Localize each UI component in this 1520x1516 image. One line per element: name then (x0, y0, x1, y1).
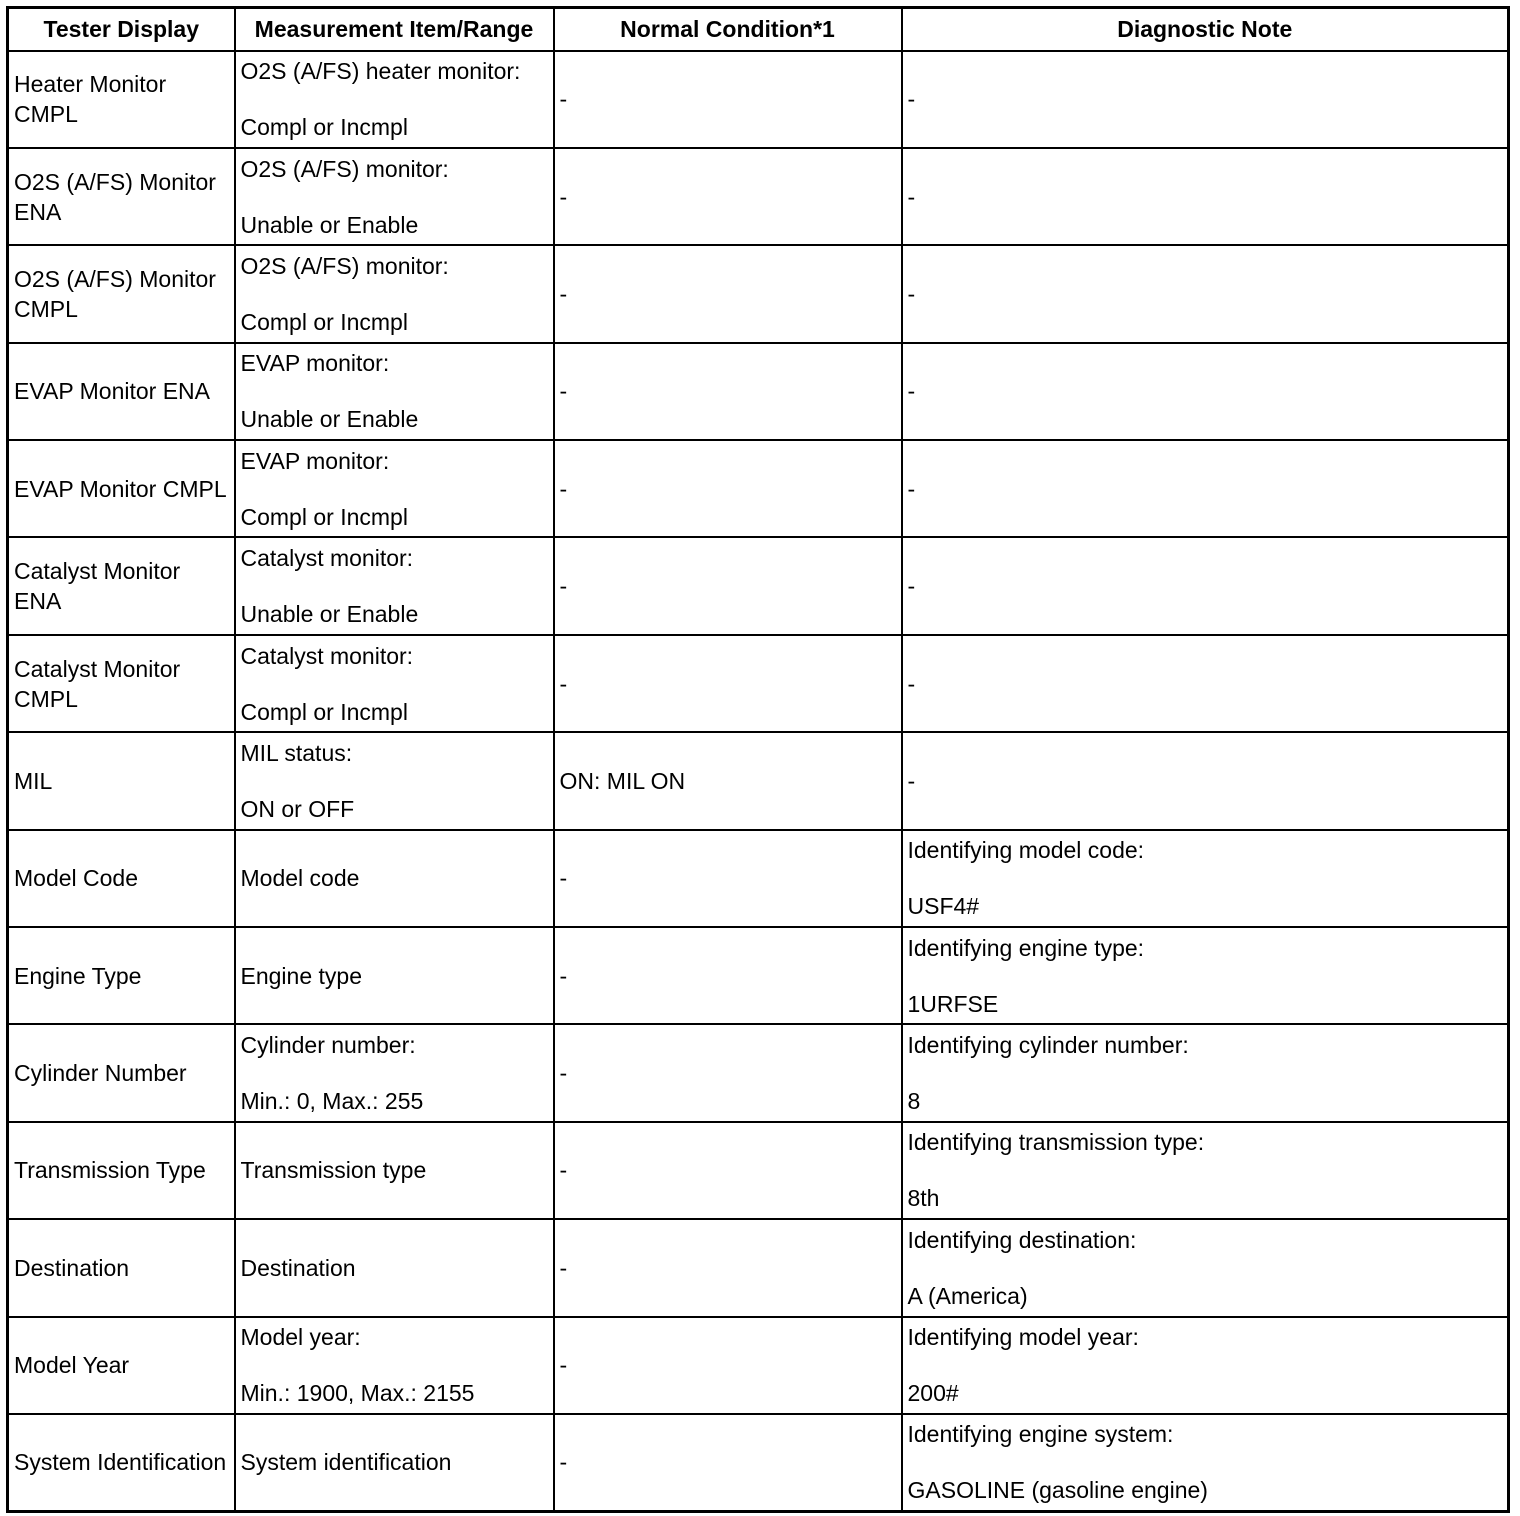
cell-normal-condition (554, 245, 902, 342)
cell-normal-condition (554, 1219, 902, 1316)
cell-measurement-item (235, 635, 554, 732)
table-row (8, 245, 1509, 342)
cell-normal-condition (554, 343, 902, 440)
cell-measurement-item (235, 1024, 554, 1121)
cell-diagnostic-note (902, 1122, 1509, 1219)
cell-tester-display (8, 635, 235, 732)
cell-measurement-item-line: Catalyst monitor: (240, 545, 414, 572)
cell-measurement-item-text: Engine type (240, 962, 362, 989)
cell-normal-condition-text: - (559, 1060, 568, 1087)
cell-measurement-item-line: EVAP monitor: (240, 350, 390, 377)
cell-tester-display (8, 830, 235, 927)
cell-measurement-item-line: Unable or Enable (240, 406, 419, 433)
cell-normal-condition-text: - (559, 1157, 568, 1184)
cell-measurement-item-line: Unable or Enable (240, 601, 419, 628)
cell-normal-condition (554, 440, 902, 537)
cell-tester-display-text: Engine Type (14, 962, 142, 989)
cell-diagnostic-note (902, 440, 1509, 537)
data-table (6, 6, 1510, 1513)
cell-diagnostic-note (902, 1219, 1509, 1316)
cell-diagnostic-note-text: - (907, 670, 916, 697)
cell-measurement-item (235, 245, 554, 342)
cell-diagnostic-note-text: - (907, 280, 916, 307)
cell-measurement-item-line: Compl or Incmpl (240, 698, 408, 725)
cell-diagnostic-note-line: GASOLINE (gasoline engine) (907, 1477, 1208, 1504)
cell-diagnostic-note (902, 1317, 1509, 1414)
cell-diagnostic-note-text: - (907, 86, 916, 113)
cell-diagnostic-note (902, 1024, 1509, 1121)
table-row (8, 1122, 1509, 1219)
cell-tester-display-text: EVAP Monitor ENA (14, 378, 211, 405)
cell-measurement-item-line: O2S (A/FS) heater monitor: (240, 58, 521, 85)
cell-measurement-item-text: Model code (240, 865, 360, 892)
cell-diagnostic-note (902, 148, 1509, 245)
cell-measurement-item (235, 343, 554, 440)
cell-tester-display (8, 1317, 235, 1414)
cell-tester-display (8, 440, 235, 537)
cell-tester-display-text: EVAP Monitor CMPL (14, 475, 227, 502)
cell-diagnostic-note-line: Identifying destination: (907, 1226, 1137, 1253)
header-measurement-item: Measurement Item/Range (235, 8, 554, 51)
cell-tester-display-text: Catalyst Monitor ENA (14, 558, 181, 615)
cell-tester-display (8, 343, 235, 440)
cell-diagnostic-note-text: - (907, 378, 916, 405)
cell-measurement-item (235, 830, 554, 927)
cell-diagnostic-note-line: A (America) (907, 1282, 1028, 1309)
cell-normal-condition (554, 51, 902, 148)
cell-tester-display-text: Catalyst Monitor CMPL (14, 655, 181, 712)
cell-measurement-item-line: Cylinder number: (240, 1032, 416, 1059)
table-row (8, 732, 1509, 829)
table-row (8, 537, 1509, 634)
cell-normal-condition-text: - (559, 183, 568, 210)
cell-normal-condition-text: - (559, 86, 568, 113)
cell-measurement-item-text: Transmission type (240, 1157, 427, 1184)
cell-diagnostic-note-line: Identifying model code: (907, 837, 1145, 864)
cell-diagnostic-note-line: 8th (907, 1185, 940, 1212)
cell-tester-display-text: Destination (14, 1254, 130, 1281)
cell-diagnostic-note-text: - (907, 573, 916, 600)
cell-measurement-item (235, 1317, 554, 1414)
cell-measurement-item-line: Min.: 1900, Max.: 2155 (240, 1380, 475, 1407)
cell-tester-display (8, 1414, 235, 1511)
cell-measurement-item-line: MIL status: (240, 739, 353, 766)
cell-measurement-item (235, 1122, 554, 1219)
table-row (8, 440, 1509, 537)
cell-diagnostic-note (902, 537, 1509, 634)
cell-diagnostic-note-line: Identifying cylinder number: (907, 1032, 1189, 1059)
cell-tester-display (8, 51, 235, 148)
cell-measurement-item-line: Compl or Incmpl (240, 114, 408, 141)
cell-diagnostic-note (902, 927, 1509, 1024)
cell-normal-condition-text: - (559, 378, 568, 405)
cell-measurement-item (235, 148, 554, 245)
cell-measurement-item-line: Compl or Incmpl (240, 503, 408, 530)
cell-measurement-item-line: Compl or Incmpl (240, 308, 408, 335)
table-row (8, 1219, 1509, 1316)
table-row (8, 51, 1509, 148)
cell-tester-display (8, 245, 235, 342)
cell-tester-display (8, 927, 235, 1024)
cell-tester-display-text: O2S (A/FS) Monitor ENA (14, 168, 216, 225)
cell-diagnostic-note (902, 51, 1509, 148)
cell-measurement-item-line: O2S (A/FS) monitor: (240, 155, 449, 182)
table-body (8, 51, 1509, 1512)
cell-diagnostic-note-line: Identifying transmission type: (907, 1129, 1205, 1156)
cell-measurement-item-line: Min.: 0, Max.: 255 (240, 1088, 424, 1115)
table-row (8, 635, 1509, 732)
cell-normal-condition (554, 732, 902, 829)
cell-tester-display (8, 148, 235, 245)
cell-measurement-item-line: Unable or Enable (240, 211, 419, 238)
cell-measurement-item-line: ON or OFF (240, 795, 355, 822)
cell-tester-display-text: System Identification (14, 1449, 227, 1476)
cell-normal-condition (554, 1317, 902, 1414)
cell-tester-display-text: Cylinder Number (14, 1060, 187, 1087)
cell-normal-condition (554, 1024, 902, 1121)
header-tester-display: Tester Display (8, 8, 235, 51)
table-row (8, 148, 1509, 245)
cell-diagnostic-note-line: 200# (907, 1380, 959, 1407)
cell-diagnostic-note-text: - (907, 183, 916, 210)
cell-normal-condition (554, 927, 902, 1024)
table-row (8, 1414, 1509, 1511)
cell-diagnostic-note (902, 732, 1509, 829)
cell-diagnostic-note (902, 635, 1509, 732)
cell-tester-display (8, 1219, 235, 1316)
cell-measurement-item (235, 51, 554, 148)
cell-normal-condition (554, 148, 902, 245)
cell-diagnostic-note (902, 830, 1509, 927)
cell-diagnostic-note (902, 343, 1509, 440)
cell-normal-condition-text: - (559, 865, 568, 892)
cell-tester-display-text: Model Year (14, 1352, 130, 1379)
cell-measurement-item (235, 927, 554, 1024)
cell-tester-display-text: Transmission Type (14, 1157, 206, 1184)
cell-measurement-item (235, 732, 554, 829)
table-row (8, 830, 1509, 927)
cell-measurement-item (235, 1219, 554, 1316)
cell-normal-condition (554, 1414, 902, 1511)
cell-measurement-item-text: System identification (240, 1449, 452, 1476)
cell-normal-condition-text: - (559, 280, 568, 307)
cell-normal-condition-text: - (559, 1352, 568, 1379)
cell-normal-condition-text: - (559, 475, 568, 502)
header-diagnostic-note: Diagnostic Note (902, 8, 1509, 51)
header-row (8, 8, 1509, 51)
cell-normal-condition-text: - (559, 962, 568, 989)
cell-measurement-item-line: O2S (A/FS) monitor: (240, 252, 449, 279)
cell-normal-condition (554, 830, 902, 927)
cell-measurement-item-line: EVAP monitor: (240, 447, 390, 474)
cell-diagnostic-note-line: Identifying engine system: (907, 1421, 1174, 1448)
cell-diagnostic-note-line: Identifying engine type: (907, 934, 1145, 961)
cell-normal-condition-text: - (559, 1254, 568, 1281)
cell-normal-condition (554, 1122, 902, 1219)
cell-tester-display (8, 537, 235, 634)
cell-diagnostic-note-line: 8 (907, 1088, 921, 1115)
cell-normal-condition (554, 537, 902, 634)
cell-diagnostic-note-line: 1URFSE (907, 990, 999, 1017)
cell-measurement-item (235, 440, 554, 537)
cell-normal-condition (554, 635, 902, 732)
cell-measurement-item-line: Catalyst monitor: (240, 642, 414, 669)
cell-normal-condition-text: - (559, 573, 568, 600)
cell-normal-condition-text: ON: MIL ON (559, 767, 686, 794)
cell-tester-display-text: MIL (14, 767, 53, 794)
cell-measurement-item (235, 1414, 554, 1511)
table-row (8, 1024, 1509, 1121)
cell-measurement-item-text: Destination (240, 1254, 356, 1281)
cell-tester-display (8, 1024, 235, 1121)
table-row (8, 927, 1509, 1024)
cell-measurement-item (235, 537, 554, 634)
cell-normal-condition-text: - (559, 1449, 568, 1476)
cell-diagnostic-note-line: USF4# (907, 893, 980, 920)
cell-tester-display-text: Model Code (14, 865, 139, 892)
table-row (8, 343, 1509, 440)
cell-tester-display (8, 732, 235, 829)
cell-diagnostic-note-text: - (907, 475, 916, 502)
table-row (8, 1317, 1509, 1414)
header-normal-condition: Normal Condition*1 (554, 8, 902, 51)
cell-diagnostic-note-text: - (907, 767, 916, 794)
cell-diagnostic-note-line: Identifying model year: (907, 1324, 1139, 1351)
cell-tester-display-text: O2S (A/FS) Monitor CMPL (14, 265, 216, 322)
cell-tester-display (8, 1122, 235, 1219)
cell-diagnostic-note (902, 1414, 1509, 1511)
cell-tester-display-text: Heater Monitor CMPL (14, 71, 167, 128)
cell-diagnostic-note (902, 245, 1509, 342)
cell-measurement-item-line: Model year: (240, 1324, 361, 1351)
cell-normal-condition-text: - (559, 670, 568, 697)
